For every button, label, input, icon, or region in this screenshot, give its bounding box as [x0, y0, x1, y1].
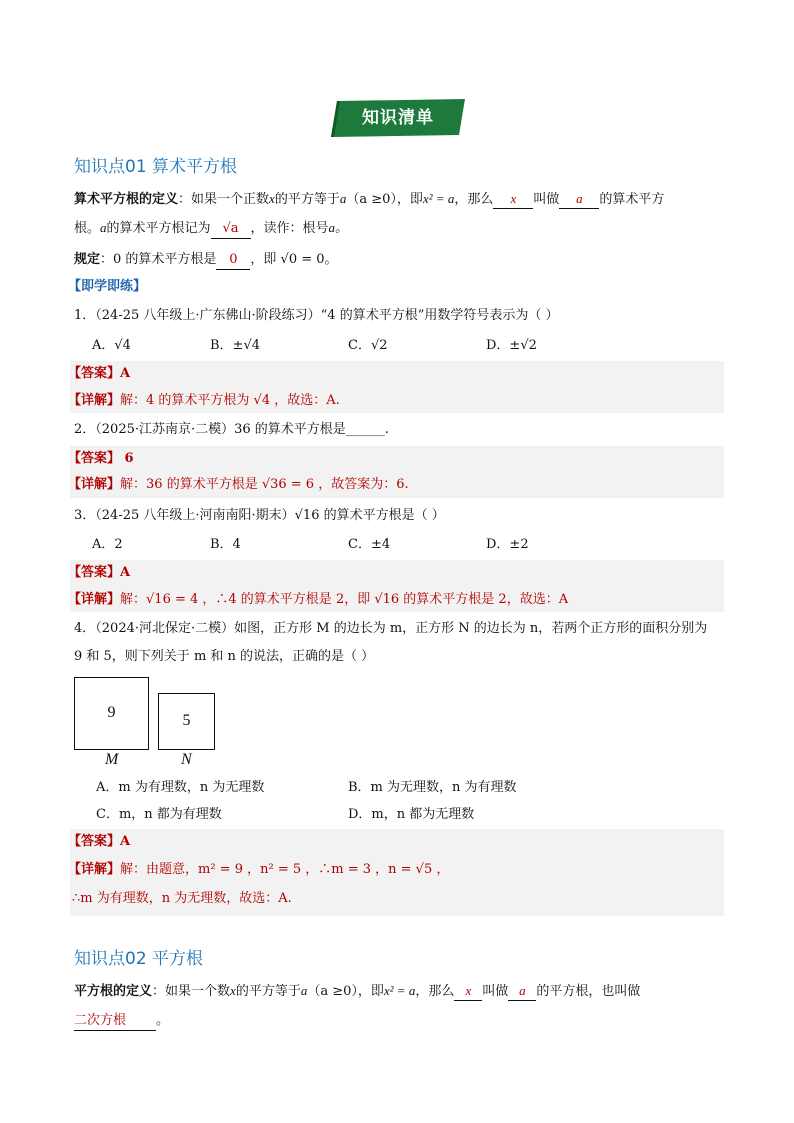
banner-title: 知识清单 [362, 108, 434, 128]
q4-option-a: A．m 为有理数，n 为无理数 [96, 780, 265, 795]
q4-detail-text1: 解：由题意，m² = 9 ，n² = 5 ，∴m = 3 ，n = √5 ， [120, 862, 450, 877]
q3-answer-label: 【答案】 [68, 565, 121, 580]
q2-detail [68, 476, 409, 494]
kp2-var-x: x [230, 983, 236, 998]
kp2-def-period: 。 [156, 1013, 170, 1028]
q3-answer-value: A [120, 565, 131, 580]
kp1-def-end: 的算术平方 [599, 192, 665, 207]
q1-stem: 1．（24-25 八年级上·广东佛山·阶段练习）“4 的算术平方根”用数学符号表示为（ ） [74, 308, 559, 323]
q4-stem-line1: 4．（2024·河北保定·二模）如图，正方形 M 的边长为 m，正方形 N 的边长为 n，若两个正方形的面积分别为 [74, 621, 708, 636]
q4-detail-line2: ∴m 为有理数，n 为无理数，故选：A. [72, 891, 292, 906]
q4-stem-line2: 9 和 5，则下列关于 m 和 n 的说法，正确的是（ ） [74, 649, 375, 664]
practice-label: 【即学即练】 [68, 279, 147, 294]
q4-option-d: D．m，n 都为无理数 [348, 807, 475, 822]
square-m [74, 677, 149, 750]
kp2-blank-a: a [508, 982, 536, 1001]
kp2-def-eq: x² = a [383, 983, 416, 998]
q3-option-b: B．4 [210, 537, 241, 552]
q4-detail-label: 【详解】 [68, 862, 121, 877]
kp1-def2-var: a [100, 220, 107, 235]
q4-detail-line1 [68, 861, 449, 879]
kp2-def-b: 的平方等于 [235, 984, 301, 999]
kp1-def2-a: 根。 [74, 221, 101, 236]
q3-answer [68, 564, 130, 582]
q1-option-c: C．√2 [348, 338, 388, 353]
kp1-called: 叫做 [533, 192, 560, 207]
square-m-value: 9 [107, 704, 116, 721]
kp1-definition-line1 [74, 190, 664, 209]
kp1-def-text-b: 的平方等于 [274, 192, 340, 207]
q2-answer-value: 6 [124, 451, 134, 466]
kp1-blank-a: a [559, 190, 599, 209]
square-n [158, 693, 215, 750]
square-m-label: M [105, 751, 119, 768]
q3-option-a: A．2 [92, 537, 123, 552]
kp2-var-a: a [300, 983, 308, 998]
kp1-blank-sqrt-a: √a [211, 220, 251, 239]
q1-option-d: D．±√2 [486, 338, 537, 353]
q1-option-a: A．√4 [92, 338, 131, 353]
q2-answer-label: 【答案】 [68, 451, 121, 466]
q4-option-c: C．m，n 都为有理数 [96, 807, 222, 822]
kp1-var-a: a [339, 191, 347, 206]
kp2-definition-line1 [74, 982, 640, 1001]
q3-stem: 3．（24-25 八年级上·河南南阳·期末）√16 的算术平方根是（ ） [74, 508, 445, 523]
q2-detail-label: 【详解】 [68, 477, 121, 492]
kp2-def-label: 平方根的定义 [74, 984, 153, 999]
kp2-def-a: ：如果一个数 [152, 984, 231, 999]
kp1-definition-line2 [74, 219, 348, 239]
q3-detail [68, 591, 568, 609]
q3-detail-text: 解：√16 = 4 ，∴4 的算术平方根是 2，即 √16 的算术平方根是 2，故选：A [120, 592, 569, 607]
q1-answer [68, 365, 130, 383]
kp1-def-label: 算术平方根的定义 [74, 192, 179, 207]
kp1-def2-d: a。 [328, 220, 349, 235]
q1-detail [68, 392, 340, 410]
square-n-value: 5 [182, 712, 191, 729]
q4-answer [68, 833, 130, 851]
kp1-def-eq: x² = a [422, 191, 455, 206]
kp2-called: 叫做 [482, 984, 509, 999]
kp2-def-then: ，那么 [415, 984, 455, 999]
section-banner [331, 99, 465, 137]
kp1-blank-zero: 0 [216, 251, 250, 270]
q3-option-c: C．±4 [348, 537, 391, 552]
kp1-blank-x: x [493, 190, 533, 209]
q1-detail-text: 解：4 的算术平方根为 √4 ，故选：A. [120, 393, 340, 408]
kp1-var-x: x [269, 191, 275, 206]
q4-answer-value: A [120, 834, 131, 849]
square-n-label: N [181, 751, 192, 768]
kp1-heading: 知识点01 算术平方根 [74, 157, 238, 177]
kp2-blank-second-root: 二次方根 [74, 1012, 156, 1031]
q1-detail-label: 【详解】 [68, 393, 121, 408]
q4-answer-label: 【答案】 [68, 834, 121, 849]
q2-stem: 2．（2025·江苏南京·二模）36 的算术平方根是______. [74, 422, 389, 437]
q4-option-b: B．m 为无理数，n 为有理数 [348, 780, 517, 795]
kp2-def-cond: （a ≥0），即 [307, 984, 384, 999]
kp2-heading: 知识点02 平方根 [74, 949, 204, 969]
kp1-rule-label: 规定 [74, 252, 101, 267]
q1-answer-label: 【答案】 [68, 366, 121, 381]
q2-answer [68, 450, 134, 468]
kp1-def-text: ：如果一个正数 [178, 192, 270, 207]
kp2-blank-x: x [454, 982, 482, 1001]
q1-option-b: B．±√4 [210, 338, 261, 353]
kp1-rule [74, 251, 338, 270]
kp2-definition-line2 [74, 1012, 169, 1031]
q3-detail-label: 【详解】 [68, 592, 121, 607]
q2-detail-text: 解：36 的算术平方根是 √36 = 6 ，故答案为：6. [120, 477, 409, 492]
kp1-def-then: ，那么 [454, 192, 494, 207]
kp1-rule-b: ，即 √0 = 0。 [250, 252, 338, 267]
kp1-def2-b: 的算术平方根记为 [106, 221, 211, 236]
q1-answer-value: A [120, 366, 131, 381]
kp2-def-end: 的平方根，也叫做 [536, 984, 641, 999]
q3-option-d: D．±2 [486, 537, 529, 552]
kp1-def2-c: ，读作：根号 [250, 221, 329, 236]
kp1-rule-a: ：0 的算术平方根是 [100, 252, 217, 267]
kp1-def-cond: （a ≥0），即 [346, 192, 423, 207]
